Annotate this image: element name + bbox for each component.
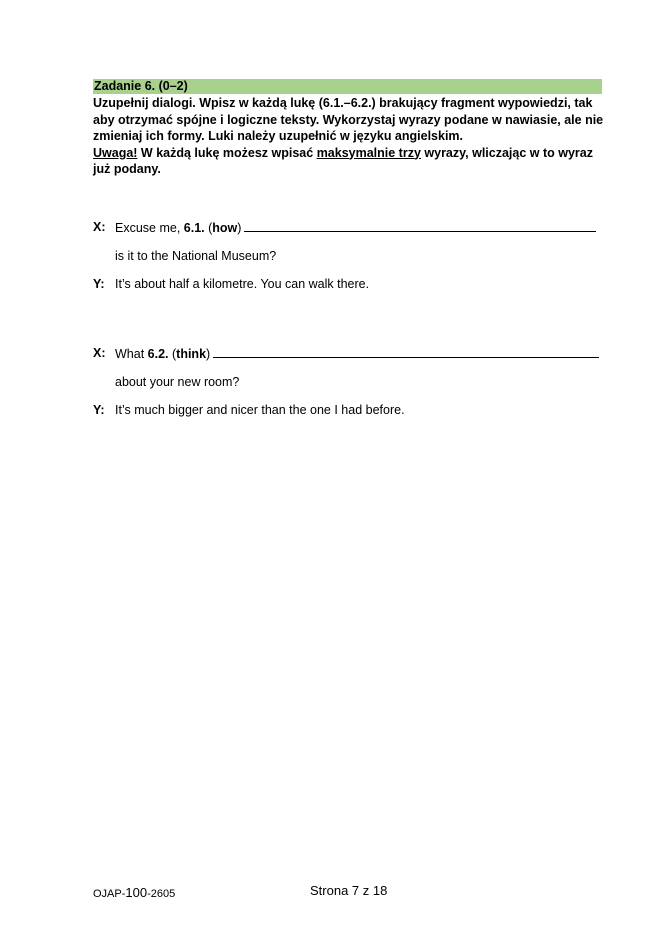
note-part-1: W każdą lukę możesz wpisać: [137, 145, 317, 160]
gap-close-6-2: ): [206, 347, 211, 361]
gap-open-6-1: (: [204, 221, 213, 235]
dialog-2-x-text: [115, 345, 599, 362]
page-number: Strona 7 z 18: [310, 883, 388, 898]
gap-6-2-answer-line[interactable]: [213, 345, 599, 358]
speaker-x-label: X:: [93, 346, 106, 360]
speaker-y-label: Y:: [93, 277, 105, 291]
gap-number-6-1: 6.1.: [183, 221, 205, 235]
dialog-1-x-continuation-line: [93, 248, 608, 264]
dialog-1-x-continuation: is it to the National Museum?: [115, 249, 277, 263]
dialog-2: [93, 345, 608, 418]
dialog-1: [93, 219, 608, 292]
dialog-2-x-line: [93, 345, 608, 361]
task-title: [93, 79, 602, 94]
gap-open-6-2: (: [168, 347, 177, 361]
exam-code: [93, 885, 175, 900]
dialog-1-x-prefix: Excuse me,: [115, 221, 184, 235]
dialog-1-y-text: It’s about half a kilometre. You can walk there.: [115, 277, 370, 291]
gap-word-think: think: [176, 347, 207, 361]
note-part-2: wyrazy, wliczając w to wyraz: [420, 145, 593, 160]
note-line-2: już podany.: [93, 162, 161, 176]
gap-6-1-answer-line[interactable]: [244, 219, 596, 232]
instruction-line-1: Uzupełnij dialogi. Wpisz w każdą lukę (6.1.–6.2.) brakujący fragment wypowiedzi, tak: [93, 96, 593, 110]
task-title-text: Zadanie 6. (0–2): [94, 79, 188, 93]
dialog-2-y-text: It’s much bigger and nicer than the one I had before.: [115, 403, 405, 417]
speaker-x-label: X:: [93, 220, 106, 234]
dialog-2-y-line: [93, 402, 608, 418]
gap-close-6-1: ): [237, 221, 242, 235]
instruction-line-2: aby otrzymać spójne i logiczne teksty. Wykorzystaj wyrazy podane w nawiasie, ale nie: [93, 112, 604, 127]
dialog-2-x-continuation: about your new room?: [115, 375, 240, 389]
instruction-line-3: zmieniaj ich formy. Luki należy uzupełnić w języku angielskim.: [93, 129, 464, 143]
dialog-1-y-line: [93, 276, 608, 292]
dialog-2-x-prefix: What: [115, 347, 148, 361]
note-label: Uwaga!: [93, 145, 138, 160]
dialog-1-x-line: [93, 219, 608, 235]
note-line-1: [93, 145, 605, 162]
exam-code-prefix: OJAP-: [93, 888, 126, 900]
gap-number-6-2: 6.2.: [147, 347, 169, 361]
dialog-1-x-text: [115, 219, 596, 236]
exam-code-number: 100: [125, 885, 148, 900]
task-instructions: [93, 95, 605, 178]
gap-word-how: how: [212, 221, 238, 235]
note-emphasis: maksymalnie trzy: [316, 145, 421, 160]
exam-code-suffix: -2605: [147, 888, 176, 900]
speaker-y-label: Y:: [93, 403, 105, 417]
dialog-2-x-continuation-line: [93, 374, 608, 390]
